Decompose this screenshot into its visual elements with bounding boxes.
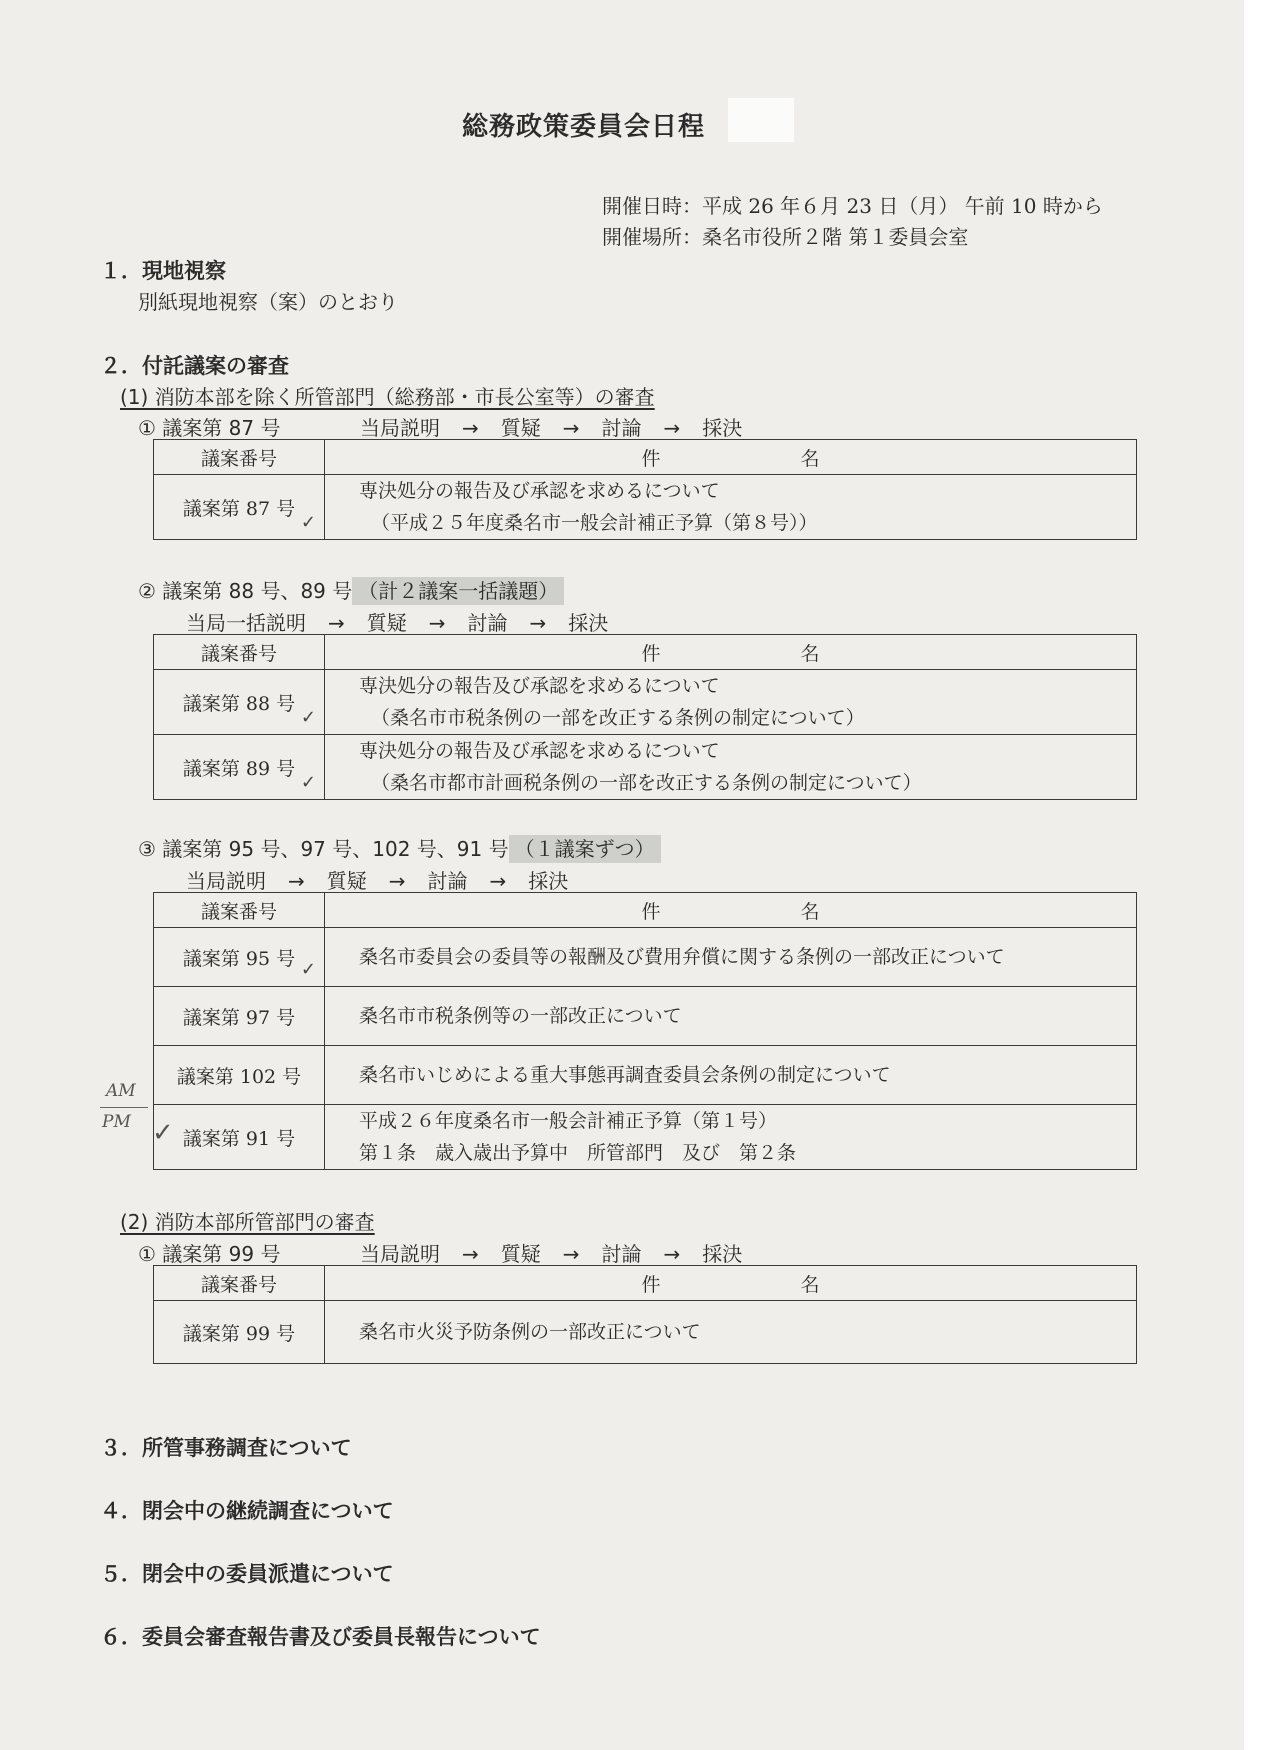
item87-label: ① 議案第 87 号 xyxy=(138,416,281,440)
redaction-mask xyxy=(728,98,794,142)
section1-body: 別紙現地視察（案）のとおり xyxy=(138,290,398,314)
header-name: 件 名 xyxy=(325,893,1137,928)
handwritten-check: ✓ xyxy=(152,1118,174,1148)
table-row-number: 議案第 89 号 ✓ xyxy=(154,735,325,800)
item99-label: ① 議案第 99 号 xyxy=(138,1242,281,1266)
sub2-heading: (2) 消防本部所管部門の審査 xyxy=(120,1210,375,1234)
table-bill95-91 xyxy=(153,892,1137,1170)
item95-label: ③ 議案第 95 号、97 号、102 号、91 号 （１議案ずつ） xyxy=(138,833,661,862)
handwritten-am: AM xyxy=(106,1081,136,1101)
section5-heading: ５．閉会中の委員派遣について xyxy=(100,1562,394,1586)
table-row-number: 議案第 99 号 xyxy=(154,1301,325,1364)
item95-note: （１議案ずつ） xyxy=(509,835,661,863)
section4-heading: ４．閉会中の継続調査について xyxy=(100,1499,394,1523)
header-name: 件 名 xyxy=(325,635,1137,670)
item87-flow: 当局説明 → 質疑 → 討論 → 採決 xyxy=(360,416,743,440)
header-number: 議案番号 xyxy=(154,440,325,475)
handwritten-divider xyxy=(100,1107,148,1108)
table-row-name: 桑名市火災予防条例の一部改正について xyxy=(325,1301,1137,1364)
table-row-number: 議案第 97 号 xyxy=(154,987,325,1046)
sub1-heading: (1) 消防本部を除く所管部門（総務部・市長公室等）の審査 xyxy=(120,385,655,409)
table-row-name: 専決処分の報告及び承認を求めるについて （桑名市市税条例の一部を改正する条例の制定について） xyxy=(325,670,1137,735)
table-row-number: 議案第 91 号 xyxy=(154,1105,325,1170)
table-row-name: 桑名市いじめによる重大事態再調査委員会条例の制定について xyxy=(325,1046,1137,1105)
page-title: 総務政策委員会日程 xyxy=(462,112,706,142)
section1-heading: １．現地視察 xyxy=(100,259,226,283)
table-row-name: 桑名市委員会の委員等の報酬及び費用弁償に関する条例の一部改正について xyxy=(325,928,1137,987)
table-row-number: 議案第 87 号 ✓ xyxy=(154,475,325,540)
header-number: 議案番号 xyxy=(154,1266,325,1301)
table-row-name: 桑名市市税条例等の一部改正について xyxy=(325,987,1137,1046)
table-row-number: 議案第 88 号 ✓ xyxy=(154,670,325,735)
header-number: 議案番号 xyxy=(154,893,325,928)
table-row-name: 専決処分の報告及び承認を求めるについて （平成２５年度桑名市一般会計補正予算（第８号）） xyxy=(325,475,1137,540)
header-name: 件 名 xyxy=(325,1266,1137,1301)
item88-flow: 当局一括説明 → 質疑 → 討論 → 採決 xyxy=(186,611,609,635)
meeting-place: 開催場所：桑名市役所２階 第１委員会室 xyxy=(602,225,969,249)
item88-note: （計２議案一括議題） xyxy=(352,577,564,605)
item95-flow: 当局説明 → 質疑 → 討論 → 採決 xyxy=(186,869,569,893)
header-number: 議案番号 xyxy=(154,635,325,670)
item99-flow: 当局説明 → 質疑 → 討論 → 採決 xyxy=(360,1242,743,1266)
table-bill87 xyxy=(153,439,1137,540)
table-row-number: 議案第 95 号 ✓ xyxy=(154,928,325,987)
section2-heading: ２．付託議案の審査 xyxy=(100,354,289,378)
item88-label: ② 議案第 88 号、89 号 （計２議案一括議題） xyxy=(138,575,564,604)
table-bill88-89 xyxy=(153,634,1137,800)
table-row-name: 平成２６年度桑名市一般会計補正予算（第１号） 第１条 歳入歳出予算中 所管部門 及び 第２条 xyxy=(325,1105,1137,1170)
table-bill99 xyxy=(153,1265,1137,1364)
handwritten-pm: PM xyxy=(102,1112,131,1132)
meeting-date: 開催日時：平成 26 年６月 23 日（月） 午前 10 時から xyxy=(602,194,1103,218)
header-name: 件 名 xyxy=(325,440,1137,475)
table-row-number: 議案第 102 号 xyxy=(154,1046,325,1105)
table-row-name: 専決処分の報告及び承認を求めるについて （桑名市都市計画税条例の一部を改正する条例の制定について） xyxy=(325,735,1137,800)
section3-heading: ３．所管事務調査について xyxy=(100,1436,352,1460)
section6-heading: ６．委員会審査報告書及び委員長報告について xyxy=(100,1625,541,1649)
